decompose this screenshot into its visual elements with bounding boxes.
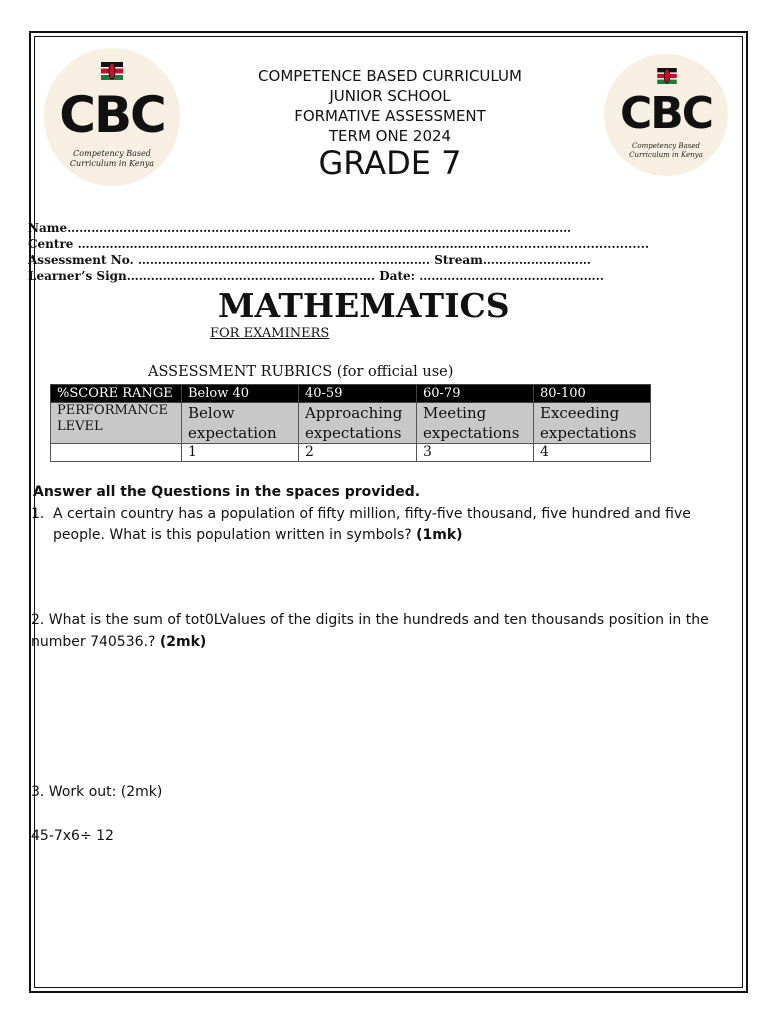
table-cell: 60-79 bbox=[417, 385, 534, 403]
table-cell: 4 bbox=[534, 444, 651, 462]
cbc-logo-tagline: Competency Based Curriculum in Kenya bbox=[69, 149, 155, 168]
instructions: Answer all the Questions in the spaces provided. bbox=[33, 484, 421, 500]
header-school: JUNIOR SCHOOL bbox=[329, 87, 451, 105]
cbc-logo-text: CBC bbox=[59, 86, 165, 144]
header-assessment: FORMATIVE ASSESSMENT bbox=[294, 107, 486, 125]
table-cell: 40-59 bbox=[299, 385, 417, 403]
assessment-rubric-table bbox=[50, 384, 651, 462]
question-3-expression: 45-7x6÷ 12 bbox=[31, 828, 114, 844]
table-row bbox=[51, 385, 651, 403]
table-cell: Approaching expectations bbox=[299, 403, 417, 444]
name-field[interactable]: Name……………………………………………………………………………………………………………… bbox=[28, 221, 572, 235]
assessment-stream-field[interactable]: Assessment No. ………………………………………………………………. Stream……………………… bbox=[28, 253, 591, 267]
examiners-label: FOR EXAMINERS bbox=[210, 326, 330, 341]
question-2-marks: (2mk) bbox=[159, 634, 207, 650]
question-1-line1: A certain country has a population of fifty million, fifty-five thousand, five hundred and five bbox=[53, 506, 691, 522]
header-grade: GRADE 7 bbox=[318, 144, 462, 182]
table-row bbox=[51, 403, 651, 444]
table-cell: Meeting expectations bbox=[417, 403, 534, 444]
table-cell: 3 bbox=[417, 444, 534, 462]
sign-date-field[interactable]: Learner’s Sign………………………………………………….…. Date: …………………..………………….. bbox=[28, 269, 604, 283]
table-cell: 80-100 bbox=[534, 385, 651, 403]
question-2-line2: number 740536.? (2mk) bbox=[31, 634, 207, 650]
header-curriculum: COMPETENCE BASED CURRICULUM bbox=[258, 67, 522, 85]
question-1-number: 1. bbox=[31, 506, 45, 522]
table-cell: Exceeding expectations bbox=[534, 403, 651, 444]
rubric-title: ASSESSMENT RUBRICS (for official use) bbox=[148, 364, 454, 380]
kenya-flag-icon bbox=[101, 62, 123, 80]
cbc-logo-left bbox=[44, 48, 180, 186]
cbc-logo-right bbox=[604, 54, 728, 176]
header-term: TERM ONE 2024 bbox=[328, 127, 452, 145]
centre-field[interactable]: Centre ……………………………………………………………………………………….......................................... bbox=[28, 237, 650, 251]
cbc-logo-text: CBC bbox=[619, 88, 713, 139]
table-row bbox=[51, 444, 651, 462]
question-2-line1: 2. What is the sum of tot0LValues of the digits in the hundreds and ten thousands position in the bbox=[31, 612, 709, 628]
table-cell: 2 bbox=[299, 444, 417, 462]
question-1-line2: people. What is this population written in symbols? (1mk) bbox=[53, 527, 463, 543]
table-cell: Below expectation bbox=[182, 403, 299, 444]
cbc-logo-tagline: Competency Based Curriculum in Kenya bbox=[629, 142, 703, 159]
table-cell: Below 40 bbox=[182, 385, 299, 403]
learner-details bbox=[28, 220, 649, 284]
table-cell bbox=[51, 444, 182, 462]
question-1-marks: (1mk) bbox=[416, 527, 463, 543]
table-cell: 1 bbox=[182, 444, 299, 462]
table-cell: %SCORE RANGE bbox=[51, 385, 182, 403]
document-header bbox=[200, 66, 580, 182]
question-3-line: 3. Work out: (2mk) bbox=[31, 784, 163, 800]
table-cell: PERFORMANCE LEVEL bbox=[51, 403, 182, 444]
kenya-flag-icon bbox=[657, 68, 677, 84]
subject-title: MATHEMATICS bbox=[218, 286, 510, 325]
